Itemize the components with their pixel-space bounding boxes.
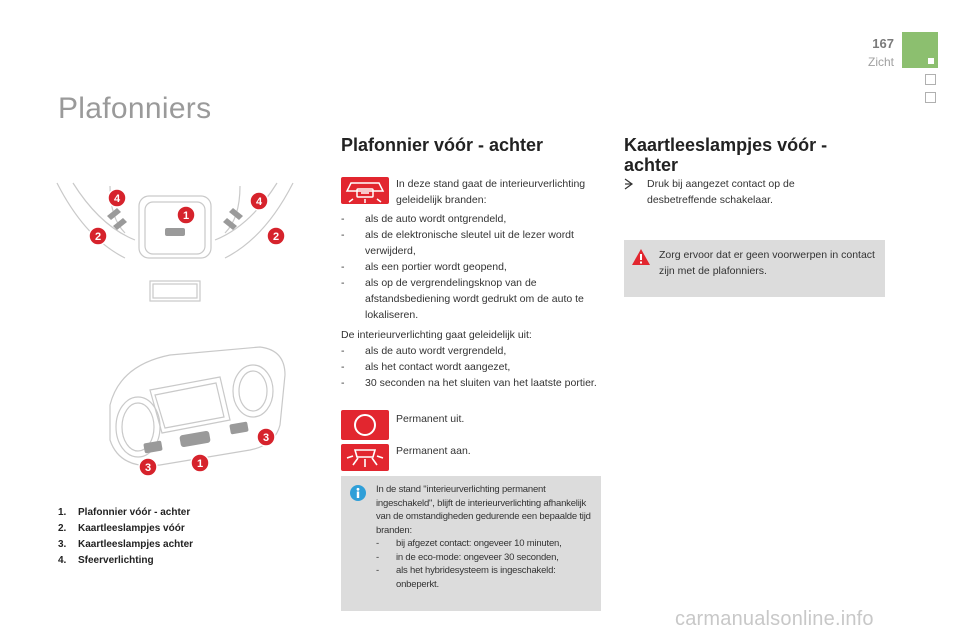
- callout-4-front-right: 4: [255, 196, 263, 208]
- page-title: Plafonniers: [58, 92, 212, 125]
- map-lamps-instruction: Druk bij aangezet contact op de desbetreffende schakelaar.: [647, 178, 795, 206]
- callout-1-rear: 1: [196, 458, 204, 470]
- list-item: - 30 seconden na het sluiten van het laatste portier.: [341, 377, 597, 389]
- info-icon: [350, 485, 366, 501]
- callout-2-front-left: 2: [94, 231, 102, 243]
- permanent-off-text: Permanent uit.: [396, 413, 465, 425]
- off-circle-icon: [341, 410, 389, 440]
- callout-1-front: 1: [182, 210, 190, 222]
- tab-marker-icon: [928, 58, 934, 64]
- section-heading-front-rear: Plafonnier vóór - achter: [341, 135, 544, 155]
- callout-3-rear-left: 3: [144, 462, 152, 474]
- info-list: [376, 537, 596, 591]
- callout-4-front-left: 4: [113, 193, 121, 205]
- section-tab-active[interactable]: [902, 32, 938, 68]
- section-tab[interactable]: [925, 92, 936, 103]
- section-label: Zicht: [867, 55, 894, 69]
- gradual-on-list: [341, 211, 601, 323]
- list-item: - in de eco-mode: ongeveer 30 seconden,: [376, 551, 559, 563]
- gradual-off-list: [341, 343, 601, 391]
- page-number: 167: [872, 36, 894, 51]
- legend-item: 2. Kaartleeslampjes vóór: [58, 523, 185, 534]
- list-item: - als de elektronische sleutel uit de lezer wordt verwijderd,: [341, 229, 574, 257]
- list-item: - als op de vergrendelingsknop van de afstandsbediening wordt gedrukt om de auto te lokaliseren.: [341, 277, 584, 321]
- section-tab[interactable]: [925, 74, 936, 85]
- warning-note-box: [624, 240, 885, 297]
- gradual-intro-text: In deze stand gaat de interieurverlichting geleidelijk branden:: [396, 178, 586, 206]
- legend-list: [58, 505, 298, 569]
- callout-2-front-right: 2: [272, 231, 280, 243]
- door-ceiling-light-icon: [341, 177, 389, 204]
- callout-3-rear-right: 3: [262, 432, 270, 444]
- permanent-off-icon-tile: [341, 410, 389, 440]
- legend-item: 1. Plafonnier vóór - achter: [58, 507, 191, 518]
- warning-icon: [631, 248, 651, 266]
- section-heading-map-lamps: Kaartleeslampjes vóór - achter: [624, 135, 828, 175]
- arrow-bullet-icon: [624, 178, 638, 193]
- info-note-box: [341, 476, 601, 611]
- door-mode-icon-tile: [341, 177, 389, 204]
- list-item: - als een portier wordt geopend,: [341, 261, 507, 273]
- warning-text: Zorg ervoor dat er geen voorwerpen in contact zijn met de plafonniers.: [659, 249, 875, 277]
- info-intro-text: In de stand "interieurverlichting permanent ingeschakeld", blijft de interieurverlichting afhankelijk van de omstandigheden gedurende een bepaalde tijd branden:: [376, 484, 591, 536]
- list-item: - als het hybridesysteem is ingeschakeld: onbeperkt.: [376, 565, 556, 590]
- front-ceiling-illustration: [55, 178, 295, 303]
- list-item: - als de auto wordt ontgrendeld,: [341, 213, 507, 225]
- legend-item: 3. Kaartleeslampjes achter: [58, 539, 194, 550]
- permanent-on-text: Permanent aan.: [396, 445, 471, 457]
- rear-ceiling-illustration: [100, 345, 290, 480]
- ceiling-light-on-icon: [341, 444, 389, 471]
- list-item: - bij afgezet contact: ongeveer 10 minuten,: [376, 538, 562, 549]
- legend-item: 4. Sfeerverlichting: [58, 555, 154, 566]
- list-item: - als het contact wordt aangezet,: [341, 361, 511, 373]
- permanent-on-icon-tile: [341, 444, 389, 471]
- gradual-off-intro: De interieurverlichting gaat geleidelijk uit:: [341, 329, 532, 341]
- list-item: - als de auto wordt vergrendeld,: [341, 345, 507, 357]
- watermark: carmanualsonline.info: [675, 608, 874, 630]
